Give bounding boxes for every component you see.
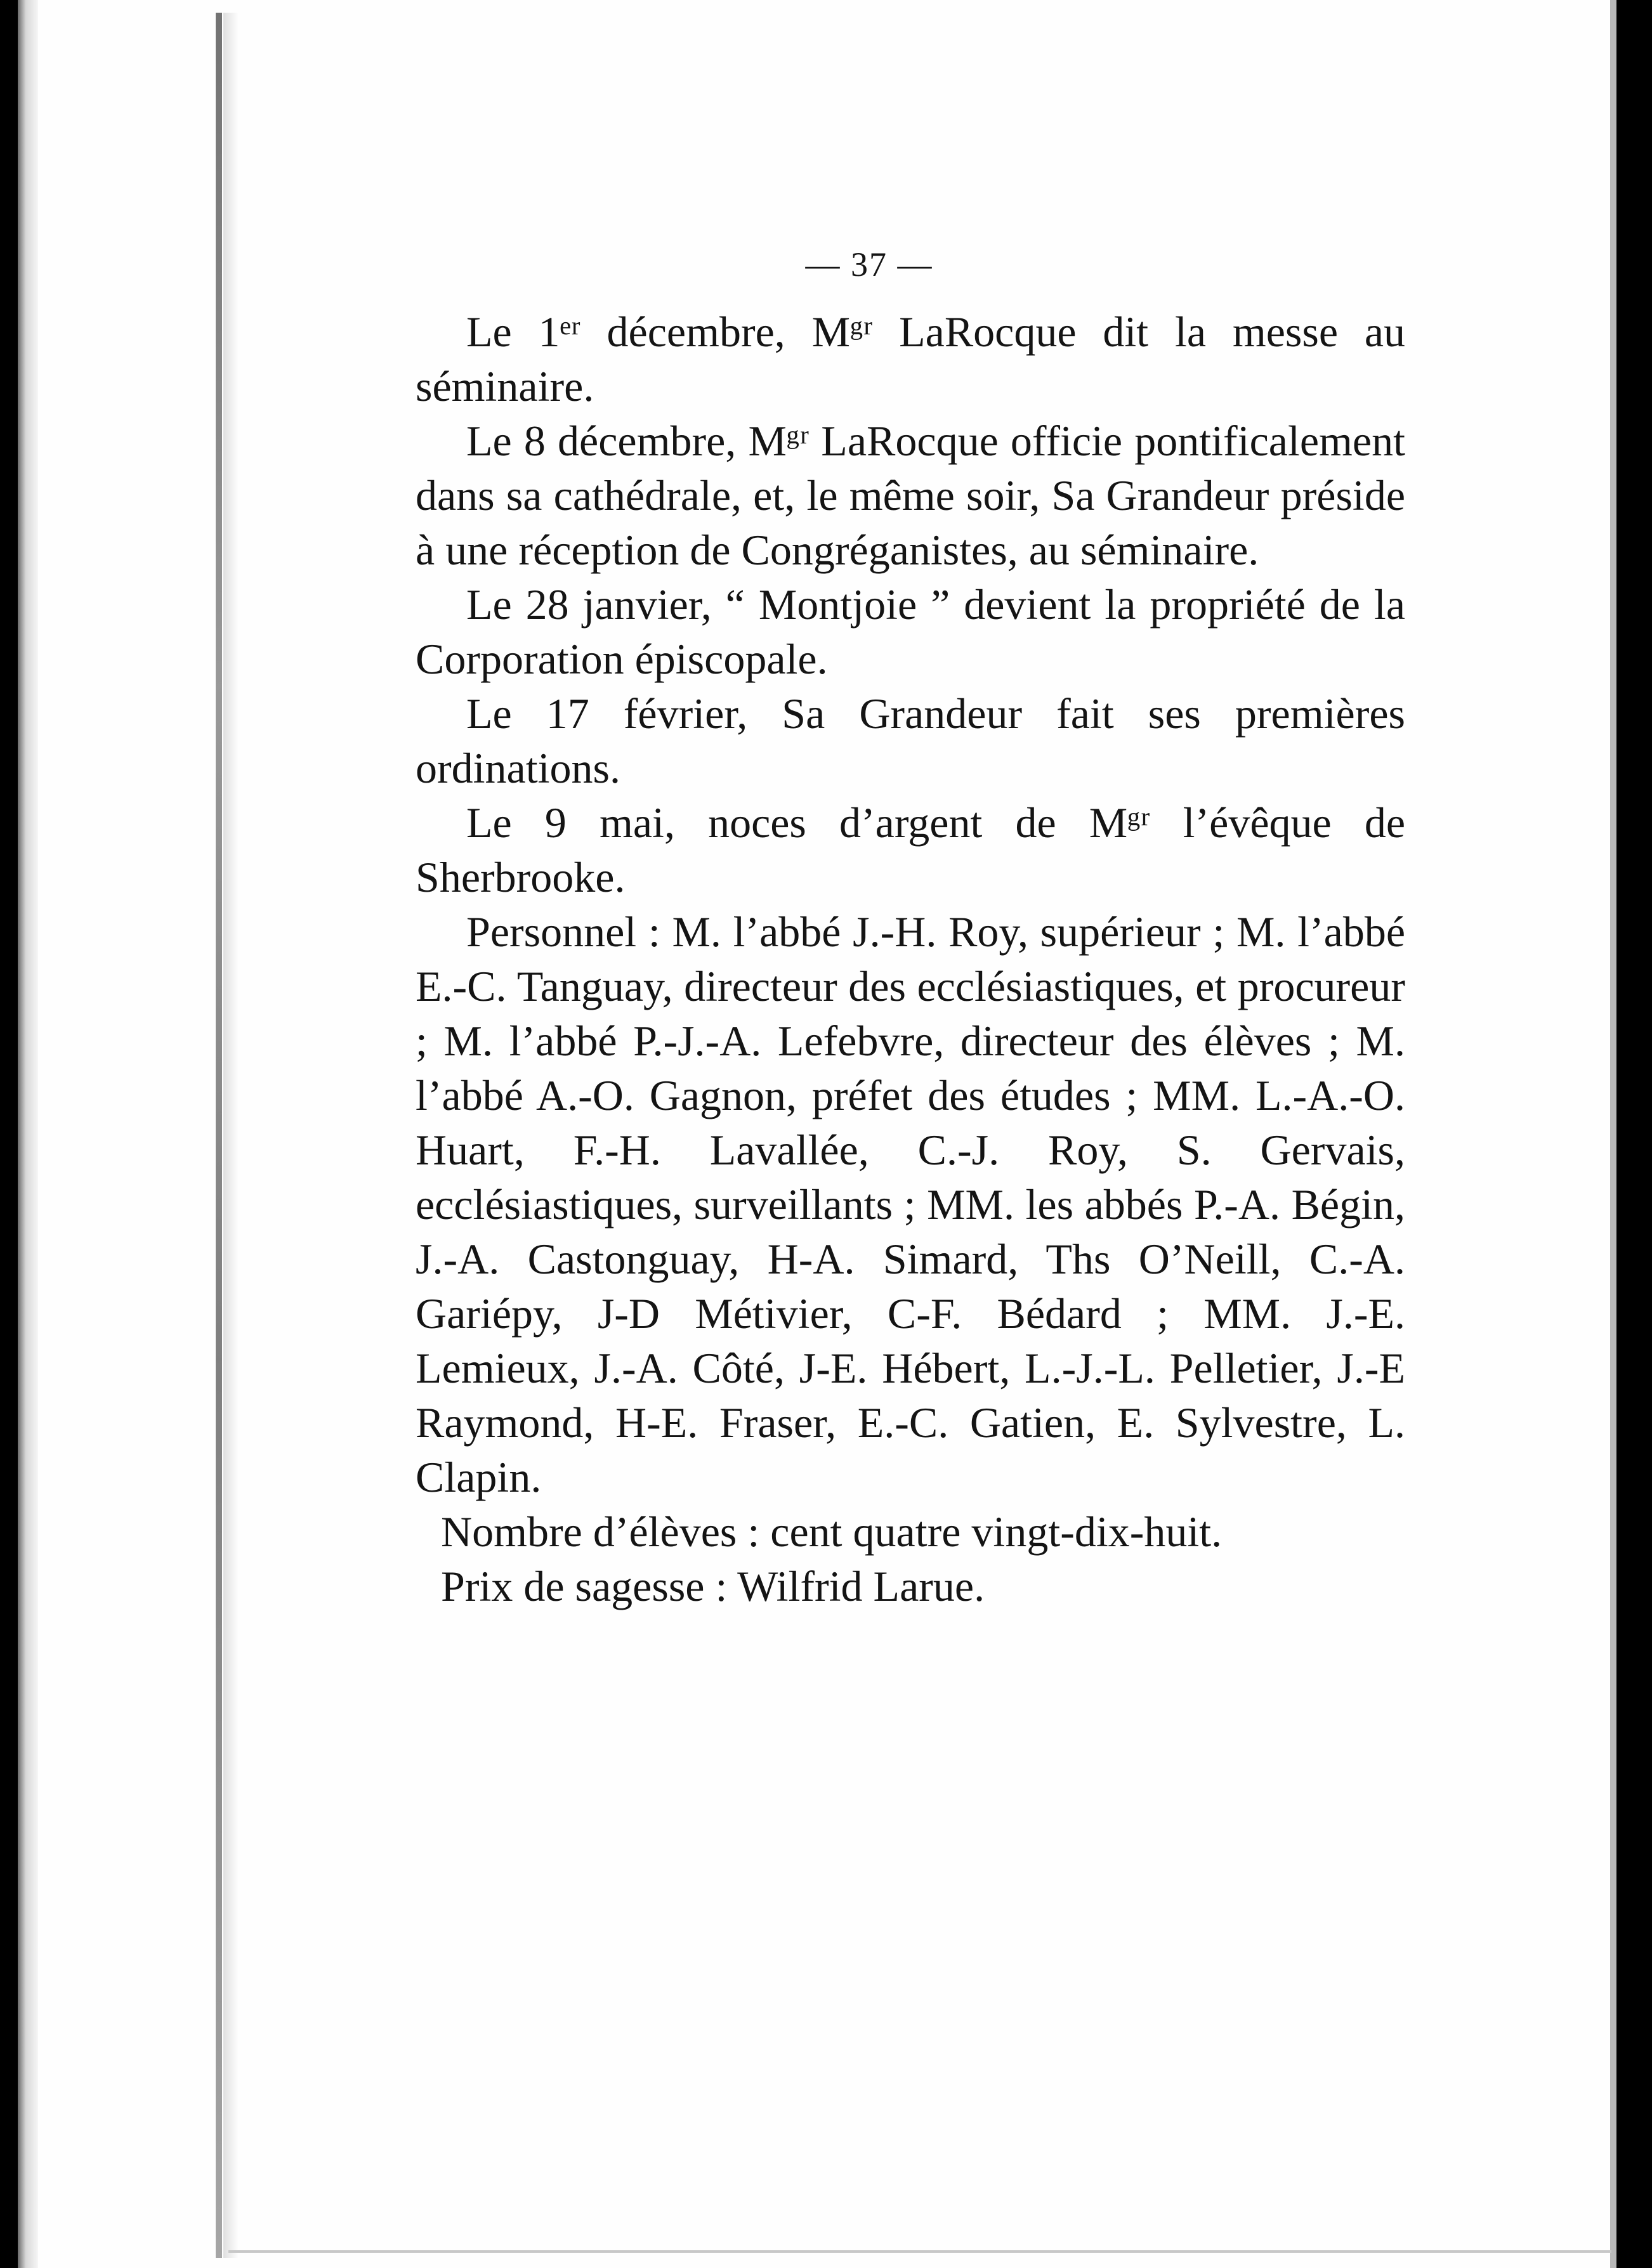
scan-border-right [1616,0,1652,2268]
paragraph: Le 1ᵉʳ décembre, Mᵍʳ LaRocque dit la messe au séminaire. [416,308,1405,410]
paragraph: Nombre d’élèves : cent quatre vingt-dix-huit. [441,1508,1223,1556]
paragraph: Prix de sagesse : Wilfrid Larue. [441,1562,985,1610]
scan-border-left [0,0,18,2268]
page-bottom-edge [228,2250,1611,2253]
paragraph: Personnel : M. l’abbé J.-H. Roy, supérieur ; M. l’abbé E.-C. Tanguay, directeur des ecclésiastiques, et procureur ; M. l’abbé P.-J.-A. Lefebvre, directeur des élèves ; M. l’abbé A.-O. Gagnon, préfet des études ; MM. L.-A.-O. Huart, F.-H. Lavallée, C.-J. Roy, S. Gervais, ecclésiastiques, surveillants ; MM. les abbés P.-A. Bégin, J.-A. Castonguay, H-A. Simard, Ths O’Neill, C.-A. Gariépy, J-D Métivier, C-F. Bédard ; MM. J.-E. Lemieux, J.-A. Côté, J-E. Hébert, L.-J.-L. Pelletier, J.-E Raymond, H-E. Fraser, E.-C. Gatien, E. Sylvestre, L. Clapin. [416,908,1405,1501]
scan-shadow-right [1610,0,1616,2268]
paragraph: Le 28 janvier, “ Montjoie ” devient la propriété de la Corporation épiscopale. [416,580,1405,683]
scan-shadow-left [18,0,38,2268]
paragraph: Le 8 décembre, Mᵍʳ LaRocque officie pontificalement dans sa cathédrale, et, le même soir, Sa Grandeur préside à une réception de Congréganistes, au séminaire. [416,417,1405,574]
body-text [416,304,1405,1613]
binding-spine-shadow [223,13,239,2258]
page-number: — 37 — [805,245,933,284]
binding-spine-line [216,13,222,2258]
paragraph: Le 17 février, Sa Grandeur fait ses premières ordinations. [416,689,1405,792]
paragraph: Le 9 mai, noces d’argent de Mᵍʳ l’évêque de Sherbrooke. [416,798,1405,901]
